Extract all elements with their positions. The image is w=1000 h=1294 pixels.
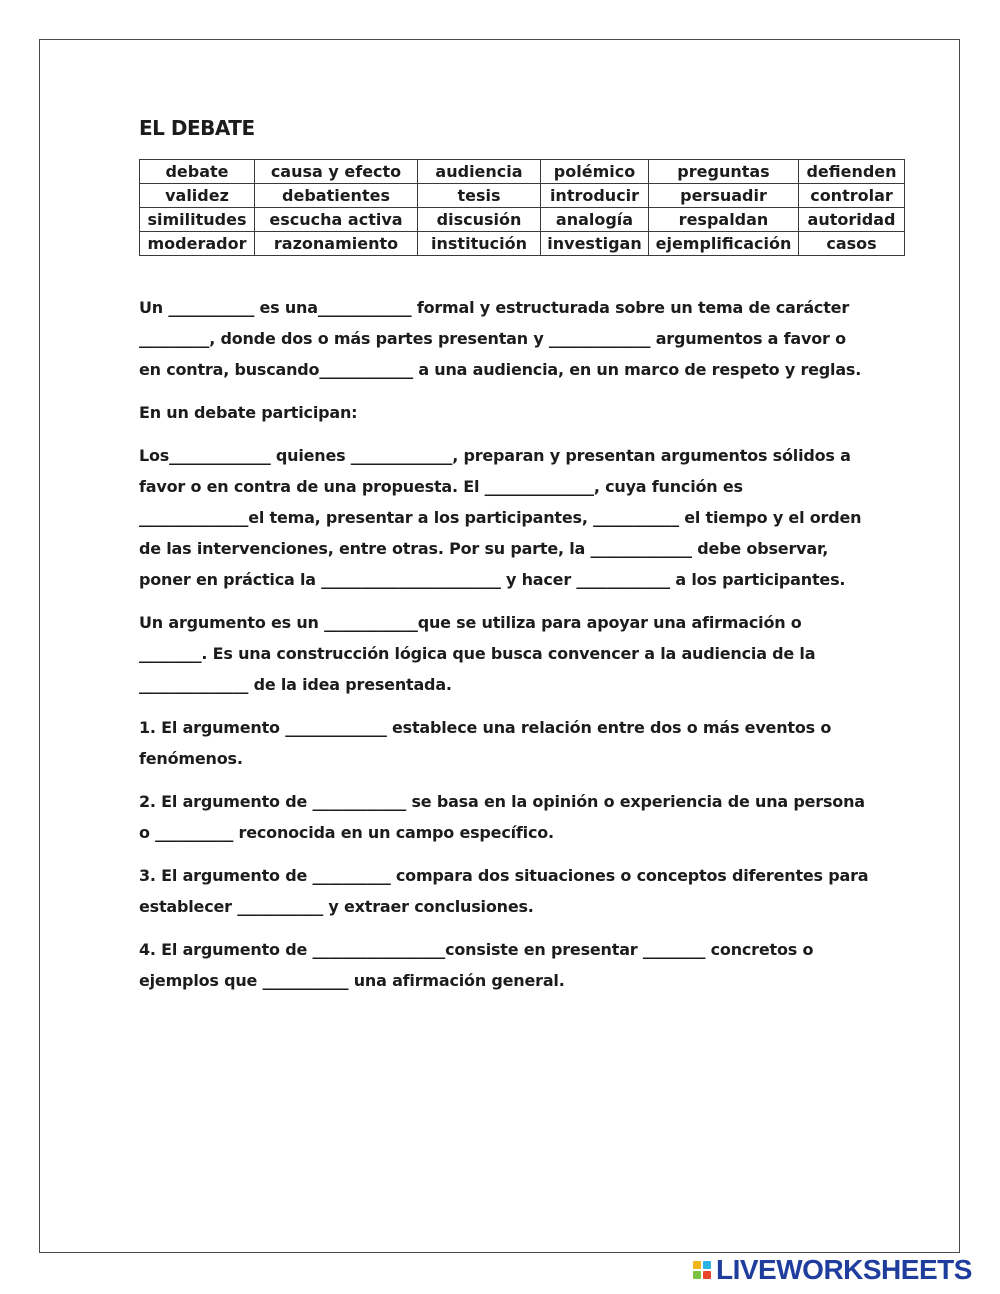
logo-text: LIVEWORKSHEETS [716,1254,972,1285]
word-bank-row [140,232,905,256]
word-bank-cell: controlar [799,184,905,208]
word-bank-cell: tesis [418,184,541,208]
liveworksheets-logo [693,1255,972,1285]
word-bank-cell: casos [799,232,905,256]
logo-mark-icon [693,1261,711,1279]
word-bank-cell: validez [140,184,255,208]
word-bank-cell: investigan [541,232,649,256]
word-bank-row [140,208,905,232]
question-1: 1. El argumento _____________ establece una relación entre dos o más eventos o fenómenos. [139,718,832,768]
word-bank-cell: polémico [541,160,649,184]
word-bank-cell: analogía [541,208,649,232]
word-bank-cell: persuadir [649,184,799,208]
logo-square [693,1271,701,1279]
word-bank-row [140,184,905,208]
word-bank-cell: similitudes [140,208,255,232]
logo-square [703,1271,711,1279]
word-bank-cell: institución [418,232,541,256]
word-bank-cell: debate [140,160,255,184]
word-bank-row [140,160,905,184]
word-bank-table [139,159,905,256]
word-bank-cell: moderador [140,232,255,256]
word-bank-cell: respaldan [649,208,799,232]
word-bank-cell: ejemplificación [649,232,799,256]
worksheet-body [139,292,869,1008]
logo-square [693,1261,701,1269]
word-bank-cell: introducir [541,184,649,208]
word-bank-cell: debatientes [255,184,418,208]
paragraph-participants: Los_____________ quienes _____________, preparan y presentan argumentos sólidos a favor o en contra de una propuesta. El ______________, cuya función es ______________el tema, presentar a los participantes, ___________ el tiempo y el orden de las intervenciones, entre otras. Por su parte, la _____________ debe observar, poner en práctica la _______________________ y hacer ____________ a los participantes. [139,446,862,589]
logo-square [703,1261,711,1269]
question-4: 4. El argumento de _________________consiste en presentar ________ concretos o ejemplos que ___________ una afirmación general. [139,940,814,990]
question-2: 2. El argumento de ____________ se basa en la opinión o experiencia de una persona o __________ reconocida en un campo específico. [139,792,865,842]
paragraph-definition: Un ___________ es una____________ formal y estructurada sobre un tema de carácter _________, donde dos o más partes presentan y _____________ argumentos a favor o en contra, buscando____________ a una audiencia, en un marco de respeto y reglas. [139,298,862,379]
word-bank-cell: autoridad [799,208,905,232]
word-bank-cell: defienden [799,160,905,184]
word-bank-cell: razonamiento [255,232,418,256]
word-bank-cell: audiencia [418,160,541,184]
word-bank-cell: escucha activa [255,208,418,232]
paragraph-argument: Un argumento es un ____________que se utiliza para apoyar una afirmación o ________. Es una construcción lógica que busca convencer a la audiencia de la ______________ de la idea presentada. [139,613,816,694]
paragraph-participants-heading: En un debate participan: [139,403,358,422]
word-bank-cell: preguntas [649,160,799,184]
page-title: EL DEBATE [139,116,255,140]
word-bank-cell: causa y efecto [255,160,418,184]
question-3: 3. El argumento de __________ compara dos situaciones o conceptos diferentes para establecer ___________ y extraer conclusiones. [139,866,869,916]
word-bank-cell: discusión [418,208,541,232]
